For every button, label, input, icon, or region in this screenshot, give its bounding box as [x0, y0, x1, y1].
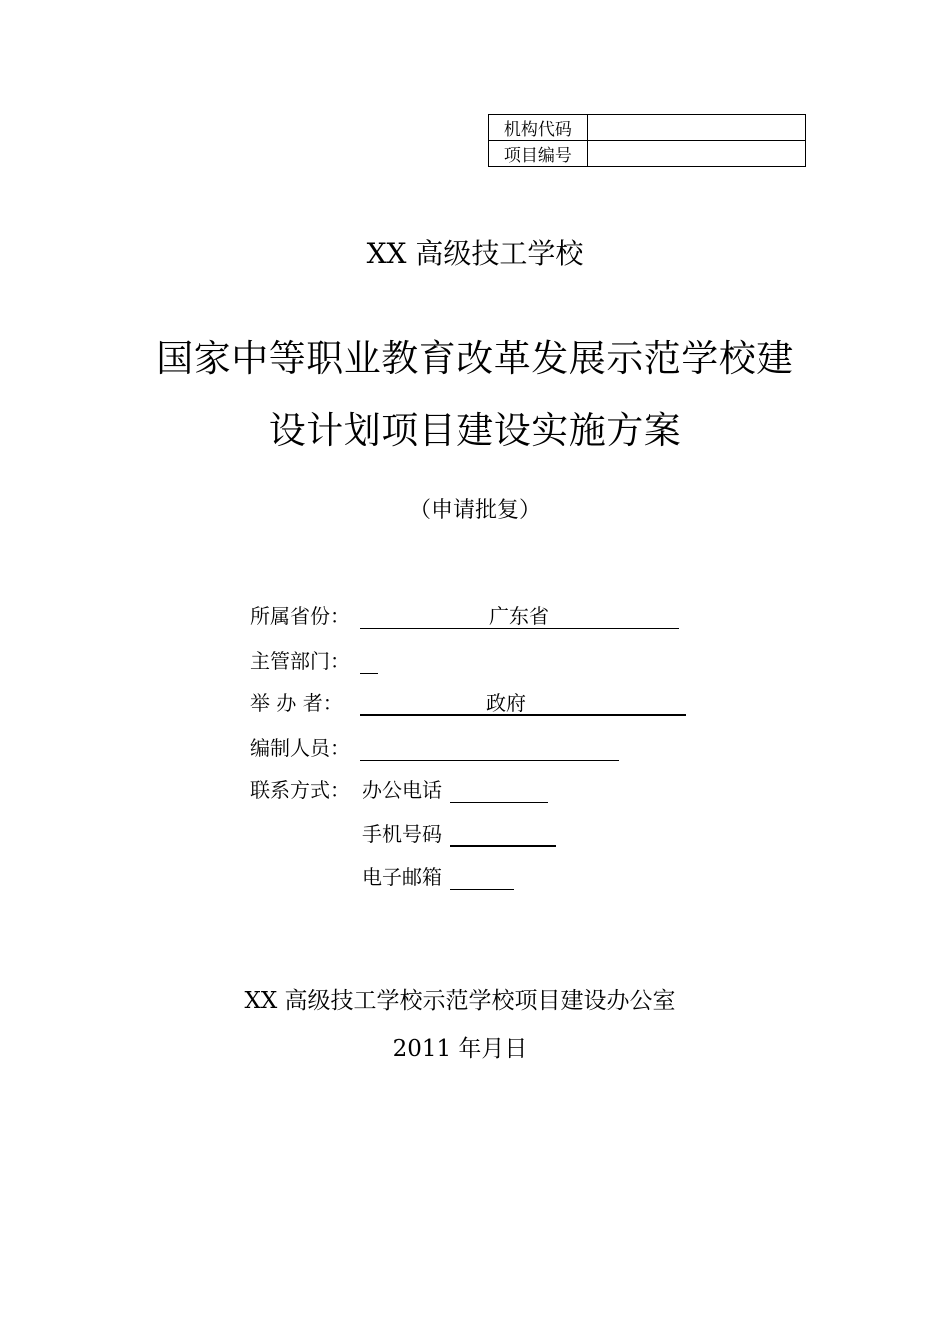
- organizer-label: 举 办 者：: [250, 691, 343, 715]
- email-label: 电子邮箱: [362, 865, 442, 889]
- department-label: 主管部门：: [250, 649, 350, 673]
- mobile-underline: [450, 845, 556, 847]
- document-title-line1: 国家中等职业教育改革发展示范学校建: [156, 337, 794, 380]
- mobile-label: 手机号码: [362, 822, 442, 846]
- contact-label: 联系方式：: [250, 778, 350, 802]
- footer-office: XX 高级技工学校示范学校项目建设办公室: [244, 988, 676, 1014]
- table-row: [489, 115, 806, 141]
- org-code-label: 机构代码: [489, 115, 588, 141]
- document-subtitle: （申请批复）: [408, 498, 541, 523]
- table-row: [489, 141, 806, 167]
- project-number-label: 项目编号: [489, 141, 588, 167]
- org-code-value: [587, 115, 805, 141]
- editor-label: 编制人员：: [250, 736, 350, 760]
- organizer-underline: [360, 714, 686, 716]
- department-underline: [360, 673, 378, 674]
- project-number-value: [587, 141, 805, 167]
- org-code-table: [488, 114, 806, 167]
- document-title-line2: 设计划项目建设实施方案: [268, 409, 682, 452]
- school-name: XX 高级技工学校: [366, 237, 584, 270]
- province-underline: [360, 628, 679, 629]
- footer-date: 2011 年月日: [392, 1036, 528, 1062]
- email-underline: [450, 889, 514, 890]
- office-phone-label: 办公电话: [362, 778, 442, 802]
- province-value: 广东省: [489, 604, 549, 628]
- editor-underline: [360, 760, 619, 761]
- organizer-value: 政府: [486, 691, 526, 715]
- province-label: 所属省份：: [250, 604, 350, 628]
- office-phone-underline: [450, 802, 548, 803]
